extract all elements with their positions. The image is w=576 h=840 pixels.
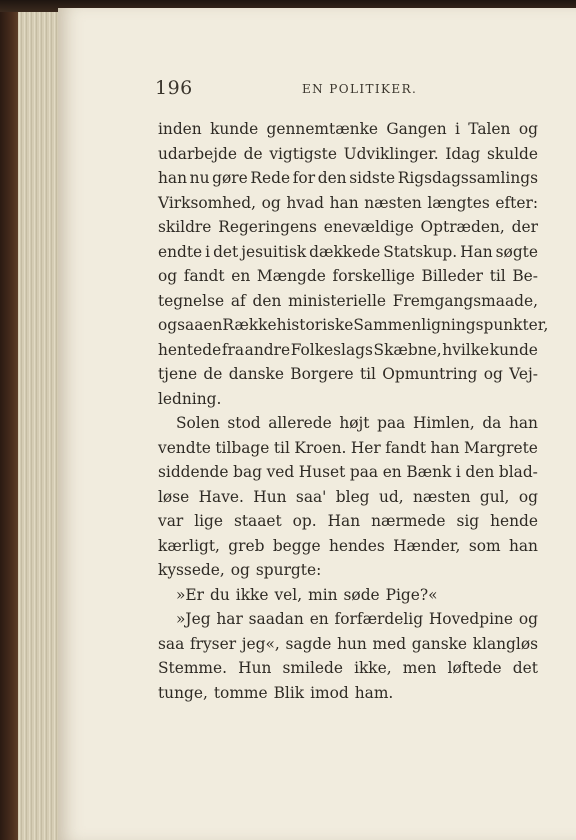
text-line: »Er du ikke vel, min søde Pige?« <box>176 585 438 604</box>
text-line: siddende bag ved Huset paa en Bænk i den blad- <box>158 463 538 481</box>
text-line: vendte tilbage til Kroen. Her fandt han Margrete <box>158 438 538 457</box>
text-line: løse Have. Hun saa' bleg ud, næsten gul, og <box>158 487 538 506</box>
text-line: tjene de danske Borgere til Opmuntring og Vej- <box>158 365 538 383</box>
text-line: var lige staaet op. Han nærmede sig hende <box>158 512 538 530</box>
text-line: Virksomhed, og hvad han næsten længtes efter: <box>158 193 538 212</box>
text-line: tunge, tomme Blik imod ham. <box>158 683 394 702</box>
text-line: endte i det jesuitisk dækkede Statskup. Han søgte <box>158 242 538 261</box>
text-line: inden kunde gennemtænke Gangen i Talen og <box>158 120 538 138</box>
page-number: 196 <box>155 77 193 99</box>
text-line: han nu gøre Rede for den sidste Rigsdagssamlings <box>158 169 538 187</box>
text-line: tegnelse af den ministerielle Fremgangsmaade, <box>158 291 538 310</box>
text-line: ogsaa en Række historiske Sammenligningspunkter, <box>158 316 549 334</box>
text-line: Solen stod allerede højt paa Himlen, da han <box>176 414 538 432</box>
text-line: saa fryser jeg«, sagde hun med ganske klangløs <box>158 634 538 653</box>
text-line: udarbejde de vigtigste Udviklinger. Idag skulde <box>158 144 538 163</box>
text-line: kærligt, greb begge hendes Hænder, som han <box>158 536 538 555</box>
body-text <box>158 117 549 705</box>
text-line: Stemme. Hun smilede ikke, men løftede det <box>158 659 538 677</box>
running-title: EN POLITIKER. <box>302 82 418 96</box>
text-line: ledning. <box>158 389 222 408</box>
text-line: og fandt en Mængde forskellige Billeder til Be- <box>158 267 538 285</box>
text-line: kyssede, og spurgte: <box>158 561 322 579</box>
text-line: »Jeg har saadan en forfærdelig Hovedpine og <box>176 610 538 628</box>
text-line: skildre Regeringens enevældige Optræden, der <box>158 218 538 236</box>
text-line: hentede fra andre Folkeslags Skæbne, hvilke kunde <box>158 340 538 359</box>
